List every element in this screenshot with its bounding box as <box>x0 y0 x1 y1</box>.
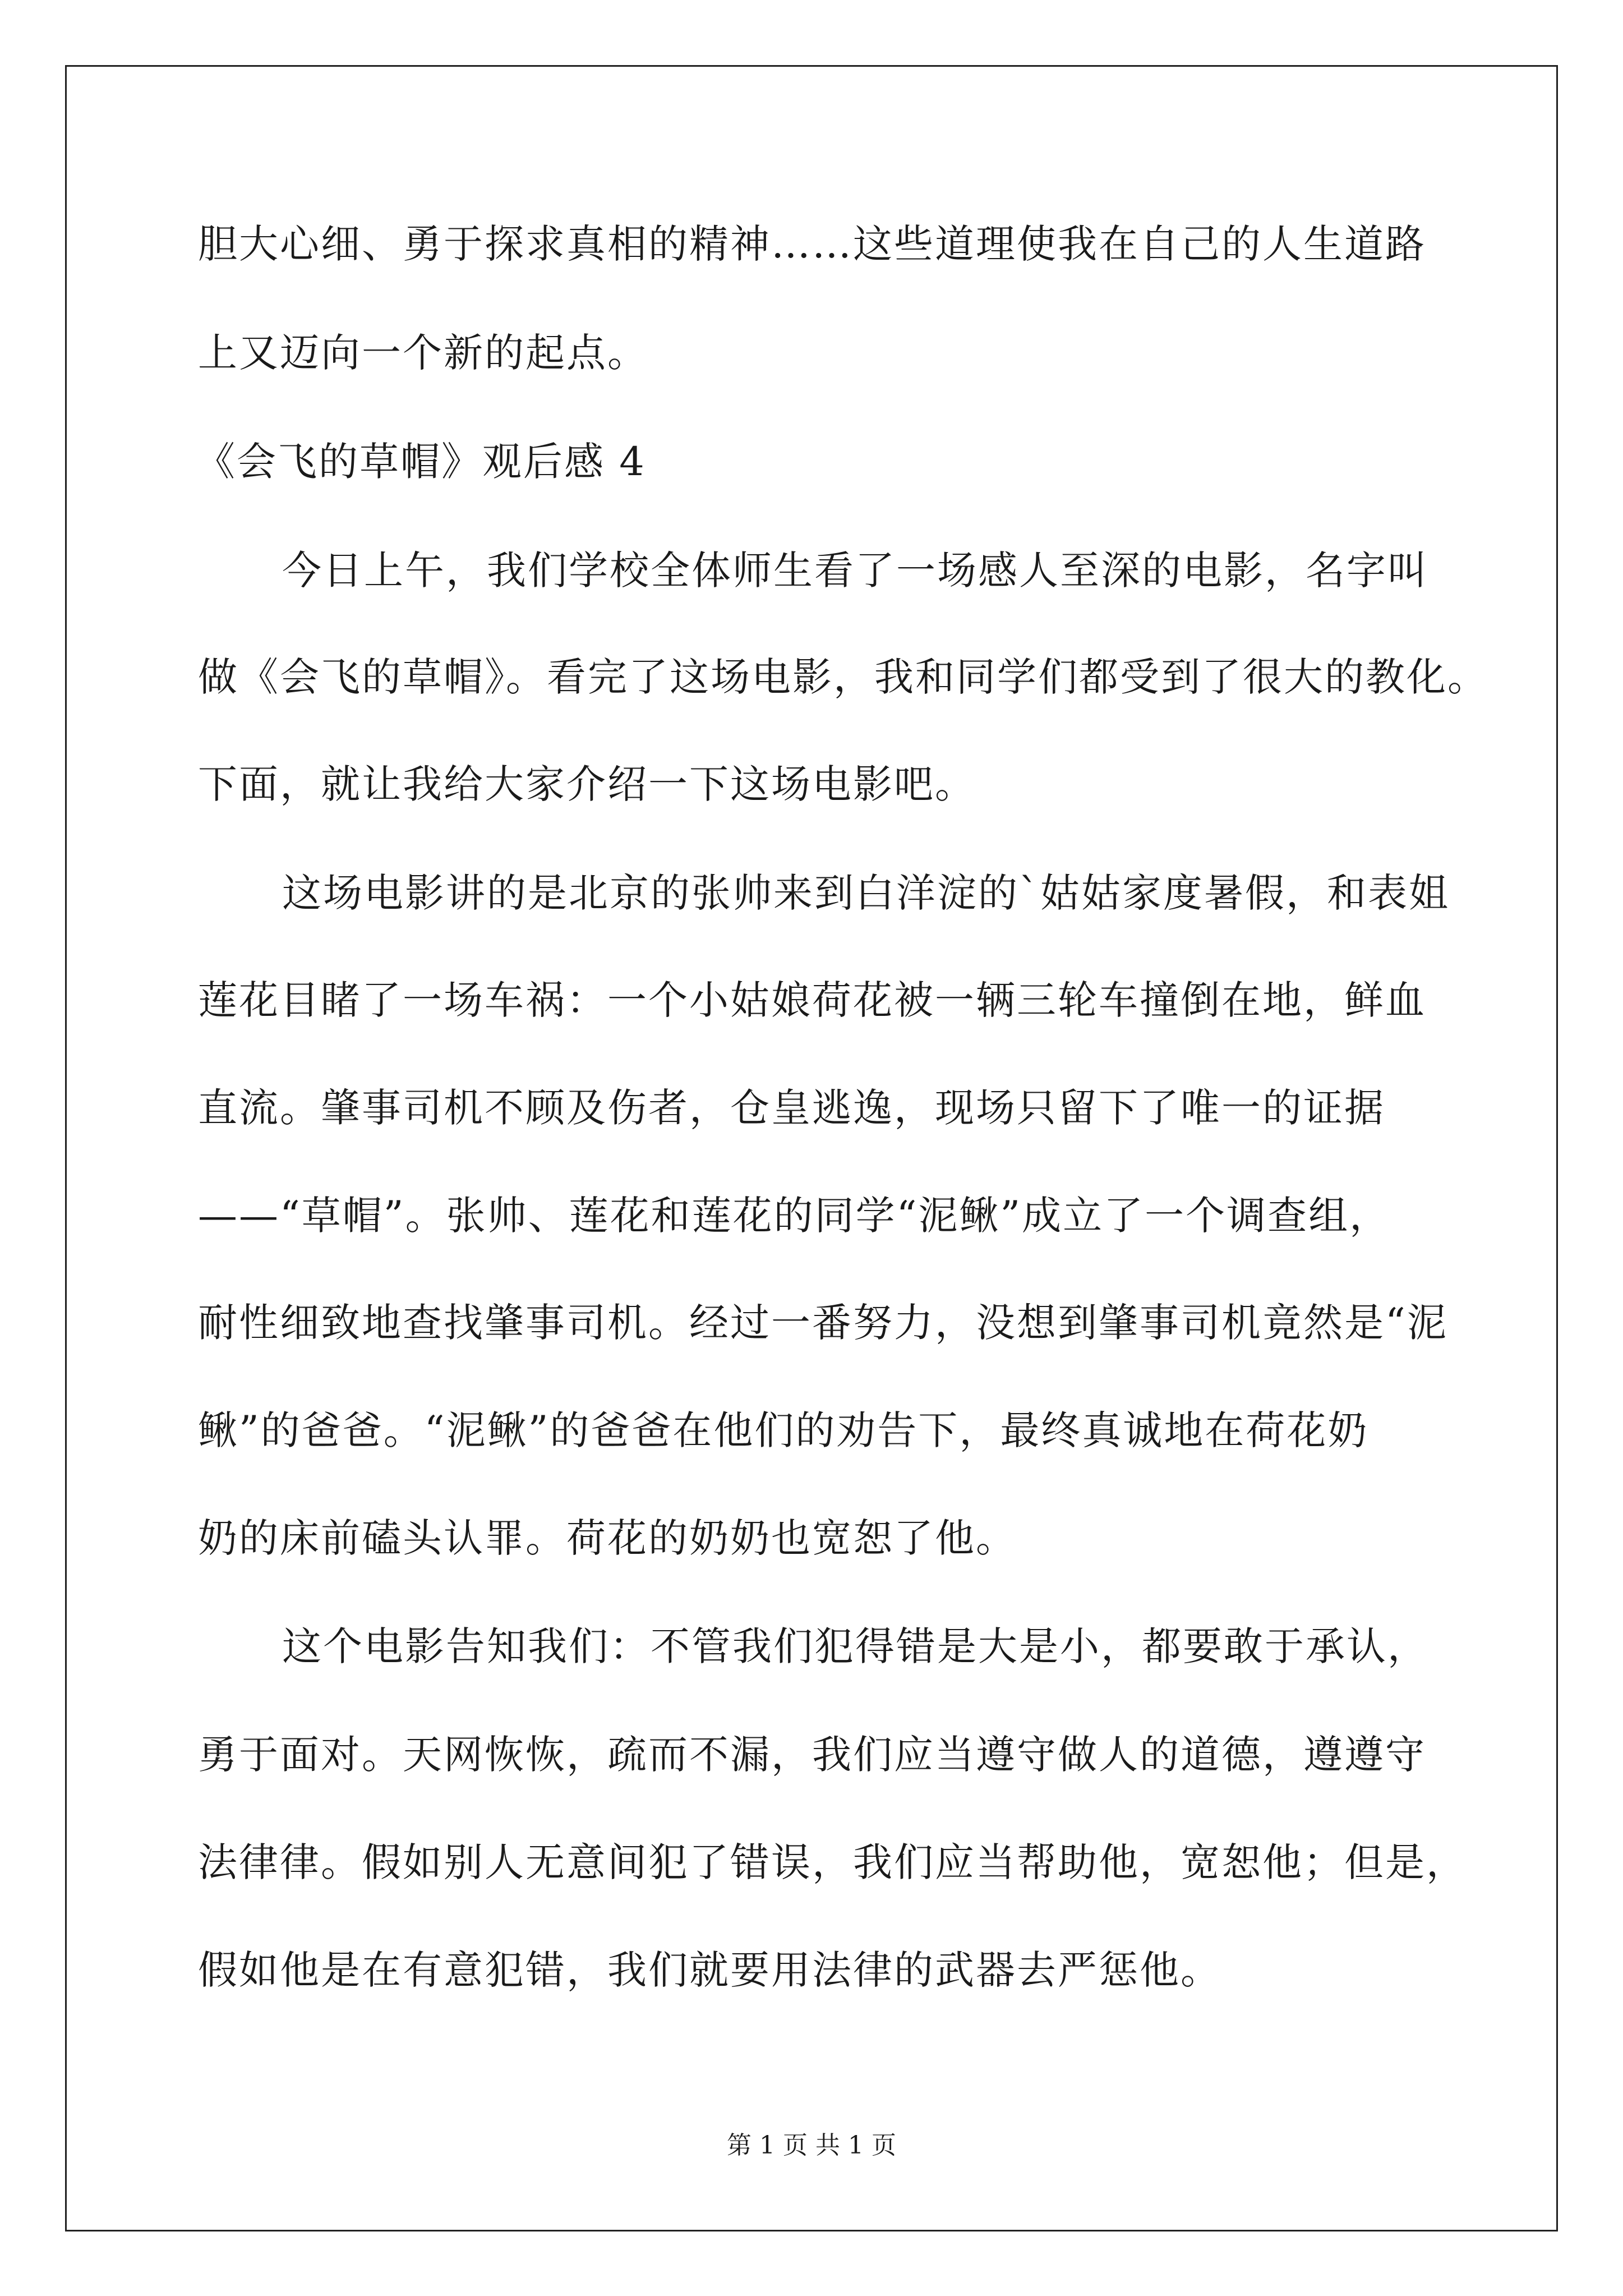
paragraph-line: 奶的床前磕头认罪。荷花的奶奶也宽恕了他。 <box>198 1515 1017 1561</box>
paragraph-line: 胆大心细、勇于探求真相的精神……这些道理使我在自己的人生道路 <box>198 221 1426 267</box>
paragraph-line: 这个电影告知我们：不管我们犯得错是大是小，都要敢于承认， <box>282 1623 1428 1669</box>
paragraph-line: 上又迈向一个新的起点。 <box>198 330 648 376</box>
paragraph-line: 耐性细致地查找肇事司机。经过一番努力，没想到肇事司机竟然是“泥 <box>198 1300 1448 1346</box>
paragraph-line: 假如他是在有意犯错，我们就要用法律的武器去严惩他。 <box>198 1947 1221 1993</box>
paragraph-line: 做《会飞的草帽》。看完了这场电影，我和同学们都受到了很大的教化。 <box>198 654 1488 700</box>
paragraph-line: 法律律。假如别人无意间犯了错误，我们应当帮助他，宽恕他；但是， <box>198 1839 1467 1885</box>
paragraph-line: 鳅”的爸爸。“泥鳅”的爸爸在他们的劝告下，最终真诚地在荷花奶 <box>198 1407 1369 1453</box>
page-border <box>65 65 1558 2231</box>
page-number-footer: 第 1 页 共 1 页 <box>727 2131 896 2160</box>
paragraph-line: 莲花目睹了一场车祸：一个小姑娘荷花被一辆三轮车撞倒在地，鲜血 <box>198 977 1426 1023</box>
section-heading: 《会飞的草帽》观后感 4 <box>196 439 646 485</box>
paragraph-line: ——“草帽”。张帅、莲花和莲花的同学“泥鳅”成立了一个调查组， <box>198 1193 1391 1239</box>
paragraph-line: 这场电影讲的是北京的张帅来到白洋淀的`姑姑家度暑假，和表姐 <box>282 870 1450 916</box>
paragraph-line: 勇于面对。天网恢恢，疏而不漏，我们应当遵守做人的道德，遵遵守 <box>198 1732 1426 1778</box>
paragraph-line: 今日上午，我们学校全体师生看了一场感人至深的电影，名字叫 <box>282 547 1428 593</box>
paragraph-line: 直流。肇事司机不顾及伤者，仓皇逃逸，现场只留下了唯一的证据 <box>198 1085 1385 1131</box>
paragraph-line: 下面，就让我给大家介绍一下这场电影吧。 <box>198 761 976 807</box>
